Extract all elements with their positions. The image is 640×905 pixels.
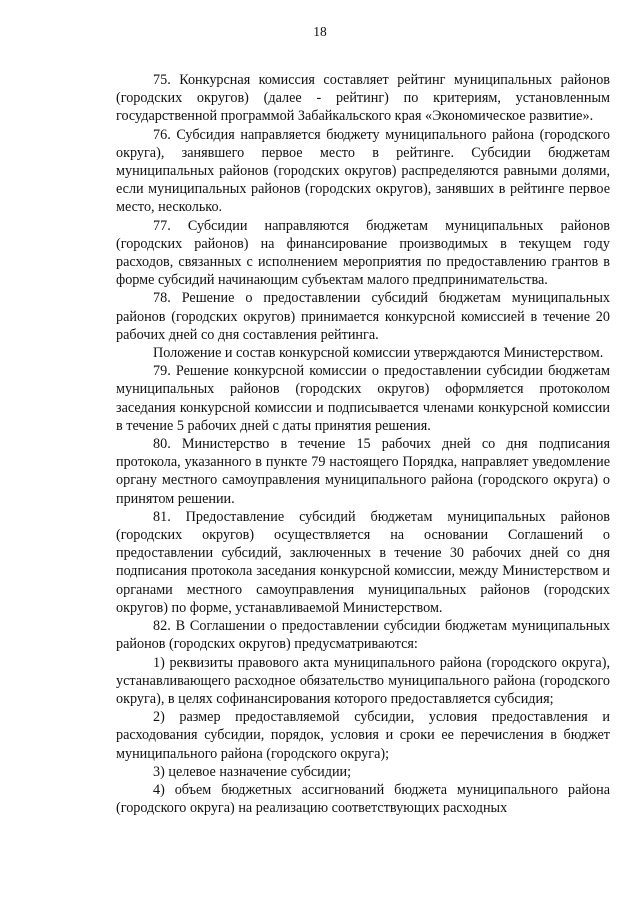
list-item-2: 2) размер предоставляемой субсидии, условия предоставления и расходования субсидии, порядок, условия и сроки ее перечисления в бюджет муниципального района (городского округа);	[116, 709, 610, 762]
page-number: 18	[313, 24, 327, 39]
paragraph-79: 79. Решение конкурсной комиссии о предоставлении субсидии бюджетам муниципальных районов (городских округов) оформляется протоколом заседания конкурсной комиссии и подписывается членами конкурсной комиссии в течение 5 рабочих дней с даты принятия решения.	[116, 363, 610, 434]
paragraph-81: 81. Предоставление субсидий бюджетам муниципальных районов (городских округов) осуществляется на основании Соглашений о предоставлении субсидий, заключенных в течение 30 рабочих дней со дня подписания протокола заседания конкурсной комиссии, между Министерством и органами местного самоуправления муниципальных районов (городских округов) по форме, устанавливаемой Министерством.	[116, 508, 610, 616]
paragraph-78-commission: Положение и состав конкурсной комиссии утверждаются Министерством.	[153, 345, 604, 362]
paragraph-75: 75. Конкурсная комиссия составляет рейтинг муниципальных районов (городских округов) (далее - рейтинг) по критериям, установленным государственной программой Забайкальского края «Экономическое развитие».	[116, 72, 610, 125]
paragraph-82: 82. В Соглашении о предоставлении субсидии бюджетам муниципальных районов (городских округов) предусматриваются:	[116, 618, 610, 653]
list-item-4: 4) объем бюджетных ассигнований бюджета муниципального района (городского округа) на реализацию соответствующих расходных	[116, 781, 610, 817]
paragraph-78: 78. Решение о предоставлении субсидий бюджетам муниципальных районов (городских округов) принимается конкурсной комиссией в течение 20 рабочих дней со дня составления рейтинга.	[116, 290, 610, 343]
paragraph-77: 77. Субсидии направляются бюджетам муниципальных районов (городских районов) на финансирование производимых в текущем году расходов, связанных с исполнением мероприятия по предоставлению грантов в форме субсидий начинающим субъектам малого предпринимательства.	[116, 217, 610, 289]
paragraph-76: 76. Субсидия направляется бюджету муниципального района (городского округа), занявшего первое место в рейтинге. Субсидии бюджетам муниципальных районов (городских округов) распределяются равными долями, если муниципальных районов (городских округов), занявших в рейтинге первое место, несколько.	[116, 126, 610, 216]
list-item-3: 3) целевое назначение субсидии;	[153, 763, 352, 780]
paragraph-80: 80. Министерство в течение 15 рабочих дней со дня подписания протокола, указанного в пункте 79 настоящего Порядка, направляет уведомление органу местного самоуправления муниципального района (городского округа) о принятом решении.	[116, 436, 610, 507]
document-body	[116, 71, 610, 817]
list-item-1: 1) реквизиты правового акта муниципального района (городского округа), устанавливающего расходное обязательство муниципального района (городского округа), в целях софинансирования которого предоставляется субсидия;	[116, 654, 610, 707]
